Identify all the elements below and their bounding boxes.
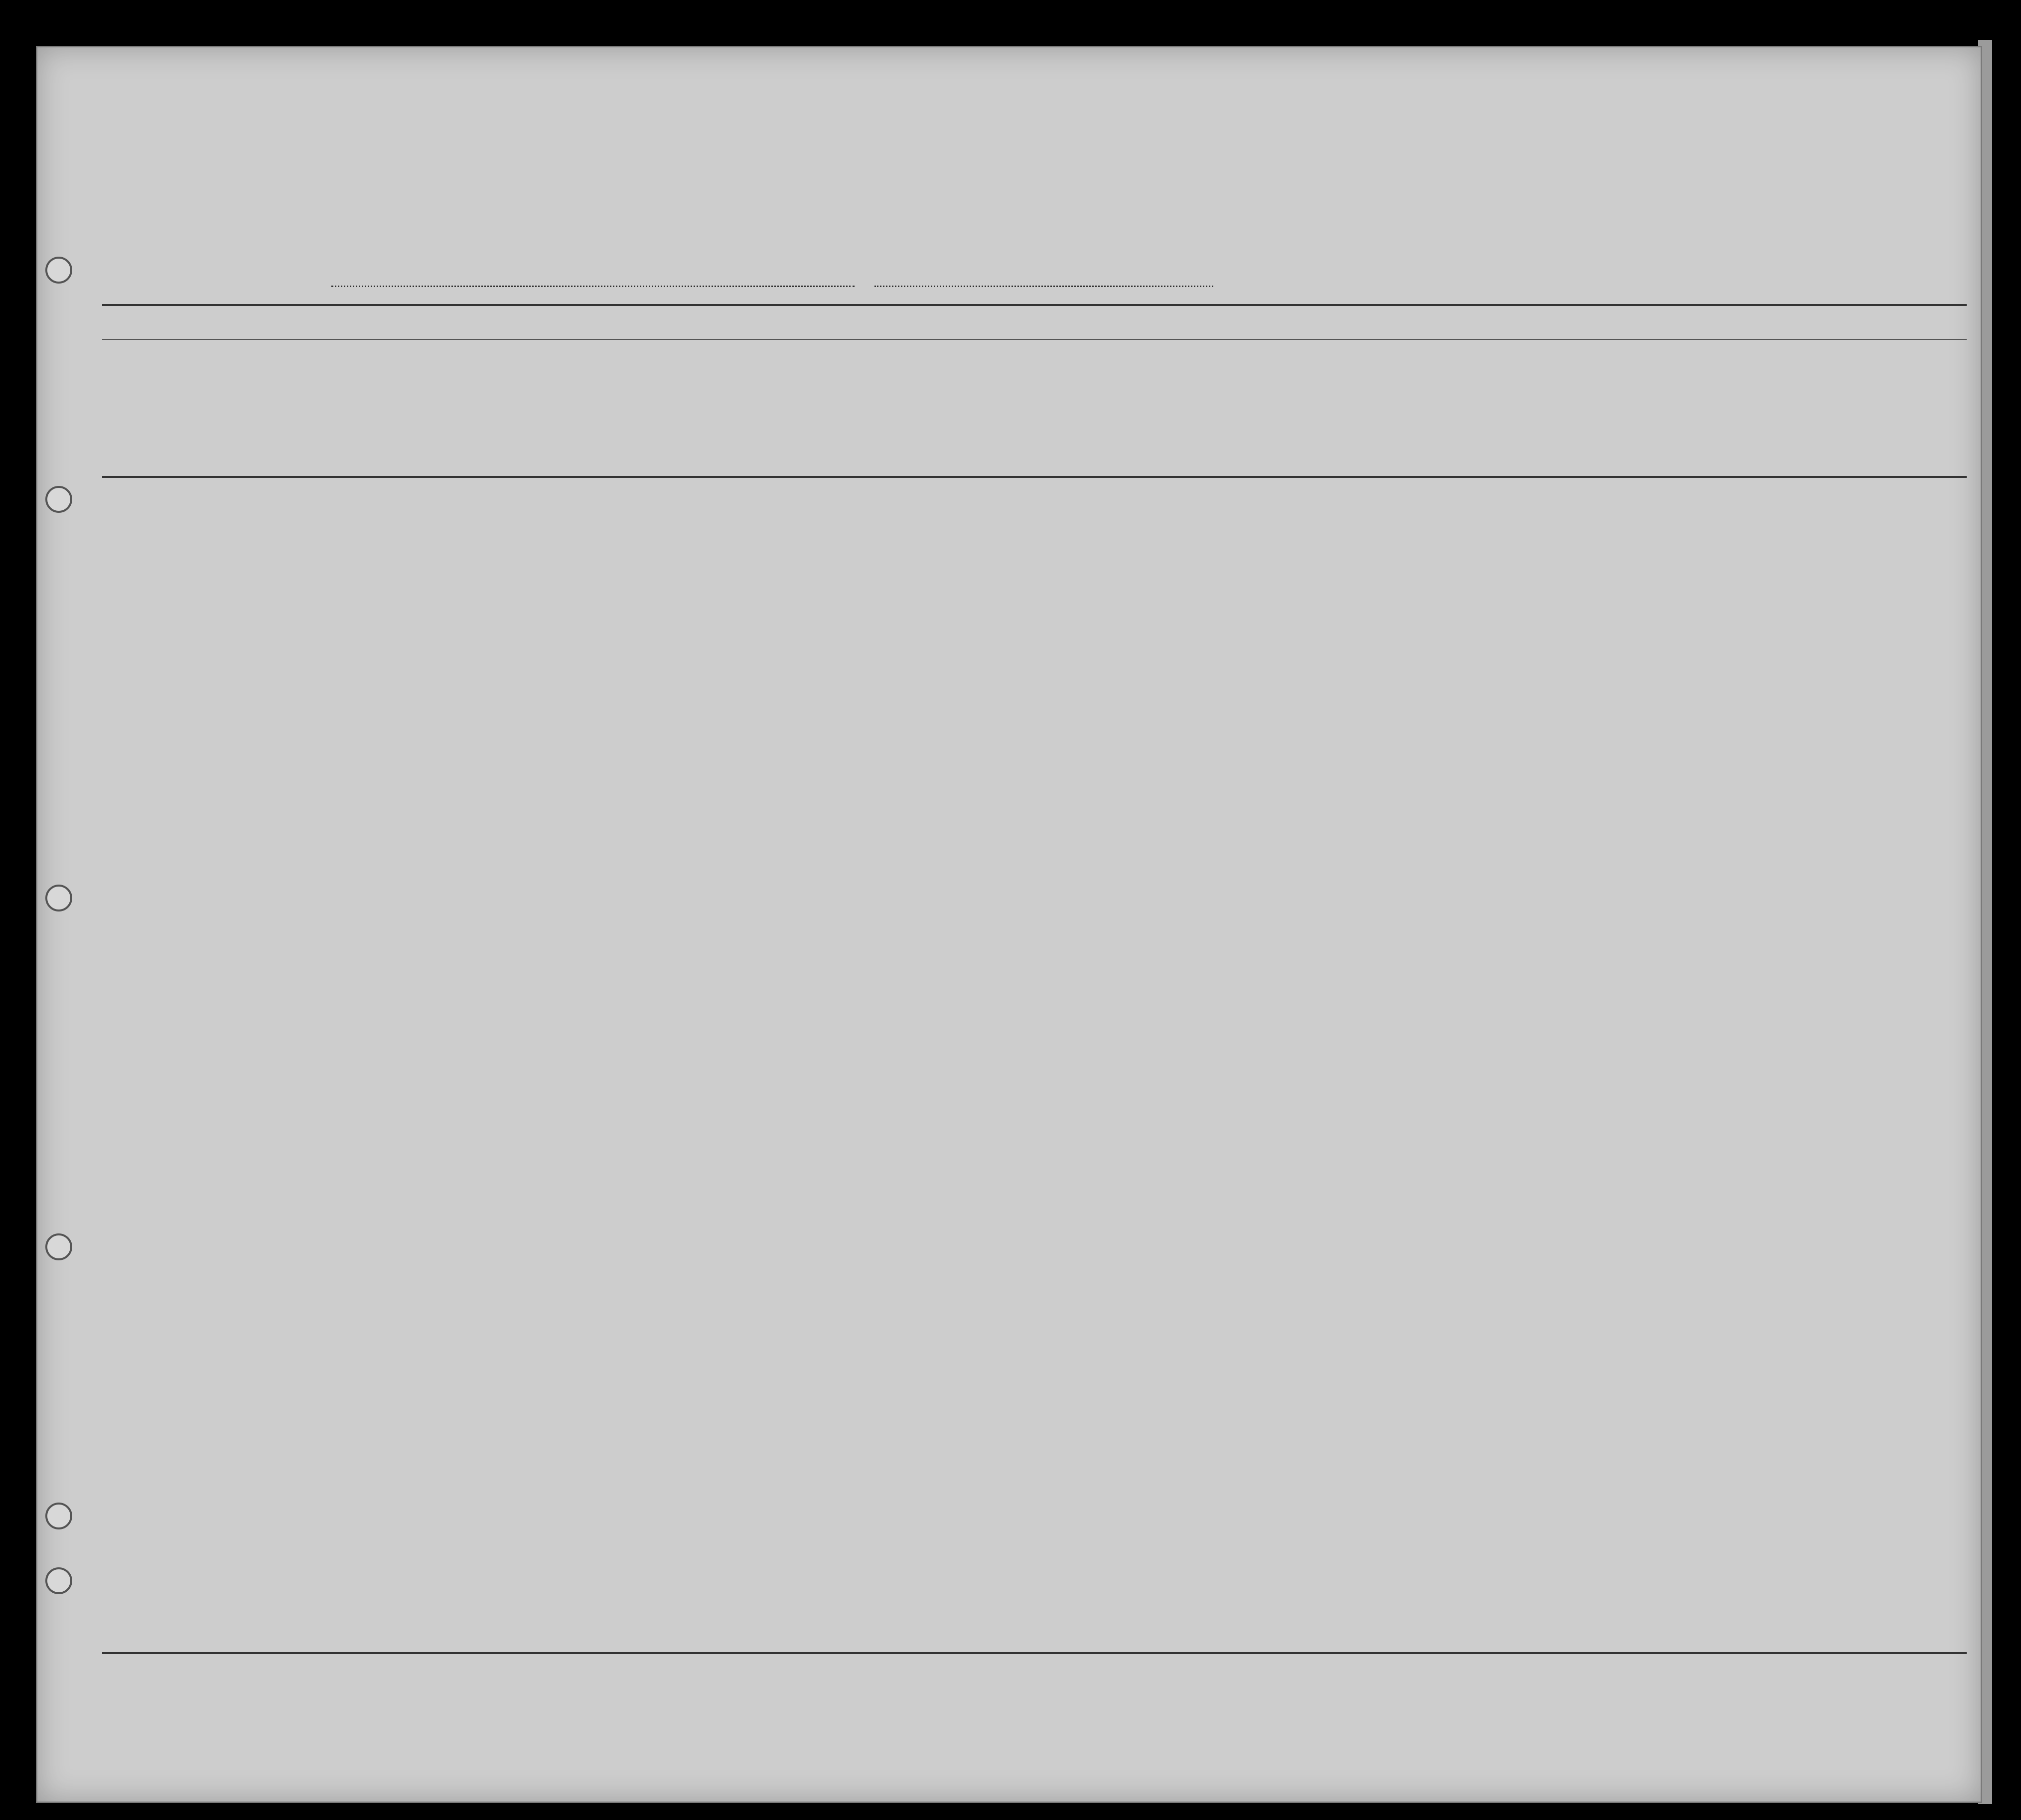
header-bottom-border — [102, 476, 1967, 478]
binder-hole — [45, 885, 72, 911]
binder-hole — [45, 486, 72, 513]
port-line — [331, 286, 855, 287]
binder-hole — [45, 1233, 72, 1260]
manifest-table — [102, 304, 1967, 1652]
binder-hole — [45, 257, 72, 284]
binder-hole — [45, 1567, 72, 1594]
header-divider — [102, 339, 1967, 340]
manifest-page — [36, 46, 1982, 1803]
table-bottom-border — [102, 1652, 1967, 1654]
table-top-border — [102, 304, 1967, 306]
date-line — [874, 286, 1213, 287]
binder-hole — [45, 1503, 72, 1529]
